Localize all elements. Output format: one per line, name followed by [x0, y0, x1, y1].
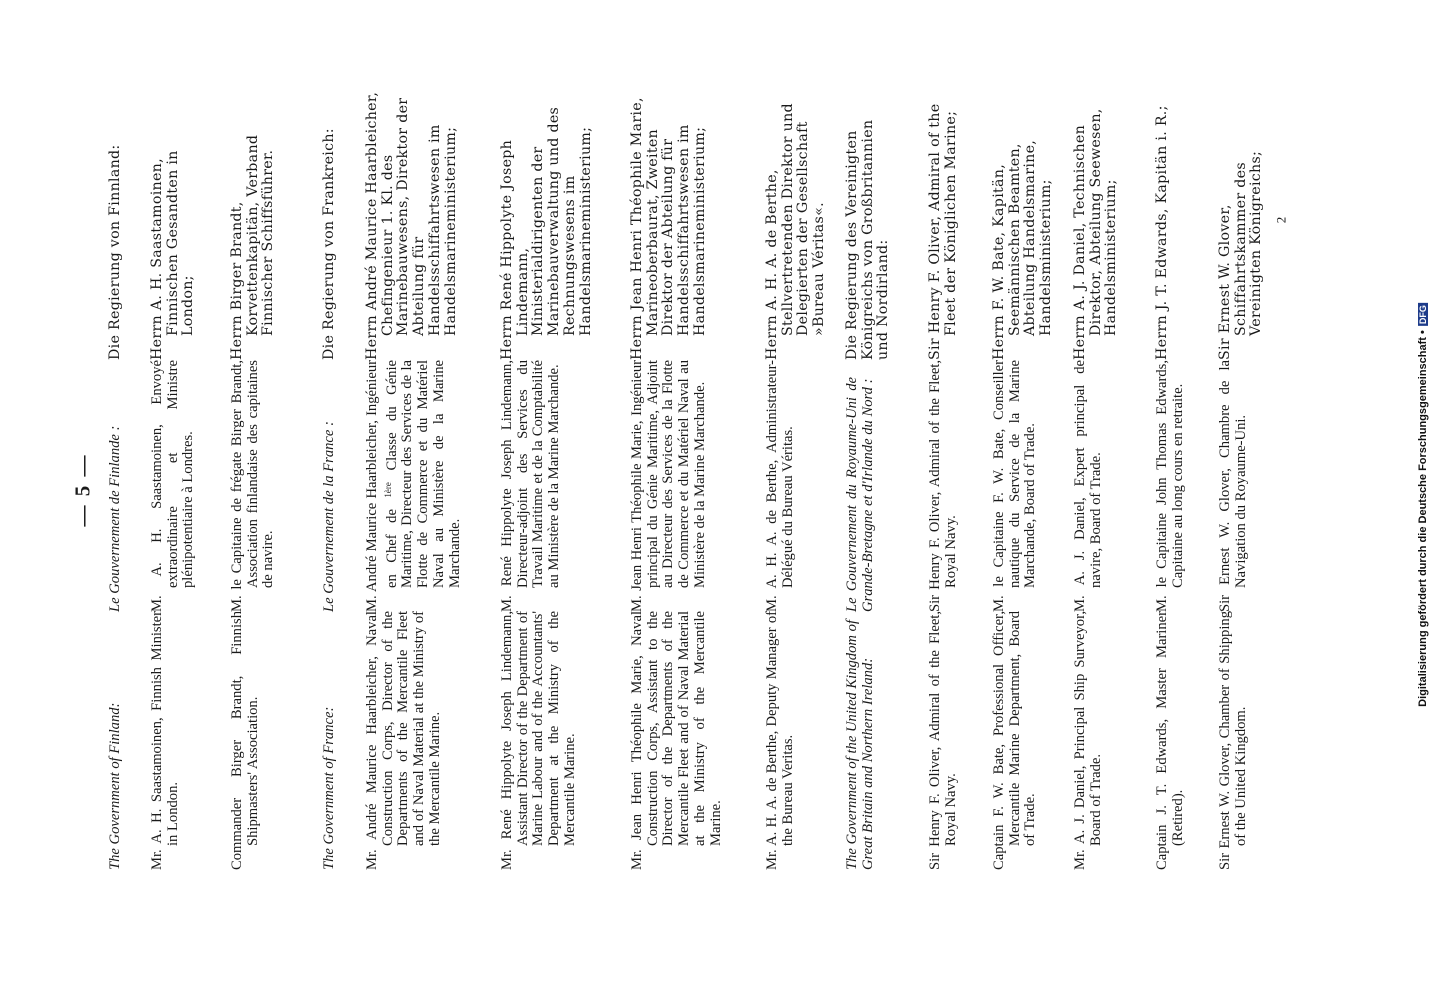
- en-finland-1-text: Mr. A. H. Saastamoinen, Finnish Minister in London.: [149, 611, 181, 870]
- fr-uk-1-text: Sir Henry F. Oliver, Admiral of the Fleet, Royal Navy.: [927, 360, 959, 612]
- de-france-2: [500, 91, 615, 360]
- en-uk-5: [1218, 611, 1278, 870]
- de-uk-1-text: Sir Henry F. Oliver, Admiral of the Fleet der Königlichen Marine;: [927, 103, 959, 360]
- fr-finland-1-text: M. A. H. Saastamoinen, Envoyé extraordinaire et Ministre plénipotentiaire à Londres.: [149, 360, 197, 612]
- fr-uk-3-text: M. A. J. Daniel, Expert principal de navire, Board of Trade.: [1072, 360, 1104, 612]
- en-france-4: [765, 611, 845, 870]
- fr-uk-4: [1155, 360, 1215, 612]
- de-uk-3-text: Herrn A. J. Daniel, Technischen Direktor, Abteilung Seewesen, Handelsministerium;: [1072, 108, 1120, 360]
- digitization-note-text: [1417, 303, 1429, 707]
- en-france-2: [500, 611, 630, 870]
- dfg-logo: DFG: [1418, 305, 1428, 325]
- fr-finland-heading: [108, 377, 130, 612]
- fr-uk-heading-text: Le Gouvernement du Royaume-Uni de Grande-Bretagne et d'Irlande du Nord :: [844, 377, 876, 612]
- en-uk-1-text: Sir Henry F. Oliver, Admiral of the Fleet, Royal Navy.: [927, 611, 959, 870]
- en-france-3-text: Mr. Jean Henri Théophile Marie, Naval Construction Corps, Assistant to the Director of the Departments of the Mercantile Fleet and of Naval Material at the Ministry of the Mercantile Marine.: [629, 611, 724, 870]
- en-uk-4-text: Captain J. T. Edwards, Master Mariner (Retired).: [1154, 611, 1186, 870]
- de-france-3: [630, 91, 745, 360]
- fr-uk-4-text: M. le Capitaine John Thomas Edwards, Capitaine au long cours en retraite.: [1154, 360, 1186, 612]
- fr-france-3-text: M. Jean Henri Théophile Marie, Ingénieur principal du Génie Maritime, Adjoint au Directeur des Services de la Flotte de Commerce et du Matériel Naval au Ministère de la Marine Marchande.: [629, 360, 708, 612]
- fr-france-1-text: [364, 360, 463, 612]
- de-uk-5: [1218, 91, 1278, 360]
- fr-france-1-sup: 1ère: [382, 482, 393, 498]
- de-finland-1: [150, 91, 210, 360]
- de-uk-1: [928, 91, 988, 360]
- de-france-2-text: Herrn René Hippolyte Joseph Lindemann, Ministerialdirigenten der Marinebauverwaltung und des Rechnungswesens im Handelsmarineministerium;: [499, 106, 594, 360]
- de-france-4: [765, 91, 845, 360]
- en-france-heading-text: The Government of France:: [321, 706, 337, 870]
- fr-france-4-text: M. A. H. A. de Berthe, Administrateur-Délégué du Bureau Véritas.: [764, 360, 796, 612]
- fr-finland-2-text: M. le Capitaine de frégate Birger Brandt, Association finlandaise des capitaines de navire.: [229, 360, 277, 612]
- fr-finland-1: [150, 360, 225, 612]
- de-france-heading: [322, 110, 362, 360]
- de-finland-2: [230, 91, 290, 360]
- fr-france-3: [630, 360, 760, 612]
- digitization-note: [1417, 305, 1429, 707]
- de-finland-1-text: Herrn A. H. Saastamoinen, Finnischen Gesandten in London;: [149, 150, 197, 360]
- en-uk-heading-text: The Government of the United Kingdom of Great Britain and Northern Ireland:: [844, 620, 876, 870]
- de-finland-heading: [108, 110, 148, 360]
- en-uk-3-text: Mr. A. J. Daniel, Principal Ship Surveyor, Board of Trade.: [1072, 611, 1104, 870]
- digitization-note-label: Digitalisierung gefördert durch die Deutsche Forschungsgemeinschaft •: [1417, 330, 1429, 707]
- fr-uk-2-text: M. le Capitaine F. W. Bate, Conseiller nautique du Service de la Marine Marchande, Board of Trade.: [991, 360, 1039, 612]
- de-uk-heading-text: Die Regierung des Vereinigten Königreichs von Großbritannien und Nordirland:: [844, 119, 892, 360]
- fr-uk-5-text: Sir Ernest W. Glover, Chambre de la Navigation du Royaume-Uni.: [1217, 360, 1249, 612]
- en-france-3: [630, 611, 760, 870]
- de-france-1: [365, 91, 480, 360]
- en-france-4-text: Mr. A. H. A. de Berthe, Deputy Manager of the Bureau Veritas.: [764, 611, 796, 870]
- en-uk-heading: [845, 620, 905, 870]
- fr-france-1-post: Classe du Génie Maritime, Directeur des Services de la Flotte de Commerce et du Matériel Naval au Ministère de la Marine Marchande.: [383, 360, 463, 588]
- en-finland-heading: [108, 655, 130, 870]
- fr-finland-heading-text: Le Gouvernement de Finlande :: [107, 425, 123, 612]
- en-uk-1: [928, 611, 973, 870]
- de-uk-2: [992, 91, 1067, 360]
- fr-france-heading-text: Le Gouvernement de la France :: [321, 421, 337, 612]
- fr-uk-1: [928, 360, 973, 612]
- en-finland-heading-text: The Government of Finland:: [107, 702, 123, 870]
- en-france-1: [365, 611, 495, 870]
- fr-uk-2: [992, 360, 1067, 612]
- en-uk-3: [1073, 611, 1118, 870]
- fr-uk-5: [1218, 360, 1278, 612]
- en-uk-2-text: Captain F. W. Bate, Professional Officer, Mercantile Marine Department, Board of Trade.: [991, 611, 1039, 870]
- en-finland-1: [150, 611, 190, 870]
- de-finland-2-text: Herrn Birger Brandt, Korvettenkapitän, Verband Finnischer Schiffsführer.: [229, 134, 277, 360]
- de-uk-heading: [845, 110, 920, 360]
- fr-france-heading: [322, 377, 344, 612]
- de-finland-heading-text: Die Regierung von Finnland:: [107, 144, 123, 360]
- page-number-text: — 5 —: [70, 453, 95, 527]
- en-uk-2: [992, 611, 1067, 870]
- de-uk-2-text: Herrn F. W. Bate, Kapitän, Seemännischen Beamten, Abteilung Handelsmarine, Handelsministerium;: [991, 139, 1055, 360]
- fr-france-2: [500, 360, 615, 612]
- en-france-2-text: Mr. René Hippolyte Joseph Lindemann, Assistant Director of the Department of Marine Labour and of the Accountants' Department at the Ministry of the Mercantile Marine.: [499, 611, 578, 870]
- de-france-4-text: Herrn A. H. A. de Berthe, Stellvertretenden Direktor und Delegierten der Gesellschaft »Bureau Véritas«.: [764, 103, 828, 360]
- fr-france-1-pre: M. André Maurice Haarbleicher, Ingénieur en Chef de: [364, 360, 400, 612]
- fr-france-1: [365, 360, 500, 612]
- de-france-heading-text: Die Regierung von Frankreich:: [321, 128, 337, 360]
- de-uk-4: [1155, 91, 1200, 360]
- fr-uk-heading: [845, 377, 905, 612]
- fr-france-2-text: M. René Hippolyte Joseph Lindemann, Directeur-adjoint des Services du Travail Maritime et de la Comptabilité au Ministère de la Marine Marchande.: [499, 360, 563, 612]
- en-finland-2: [230, 611, 290, 870]
- fr-uk-3: [1073, 360, 1133, 612]
- de-uk-5-text: Sir Ernest W. Glover, Schiffahrtskammer des Vereinigten Königreichs;: [1217, 150, 1265, 360]
- de-uk-4-text: Herrn J. T. Edwards, Kapitän i. R.;: [1154, 105, 1170, 360]
- fr-france-4: [765, 360, 825, 612]
- en-finland-2-text: Commander Birger Brandt, Finnish Shipmasters' Association.: [229, 611, 261, 870]
- signature-number: 2: [1273, 216, 1289, 224]
- en-uk-5-text: Sir Ernest W. Glover, Chamber of Shipping of the United Kingdom.: [1217, 611, 1249, 870]
- de-france-3-text: Herrn Jean Henri Théophile Marie, Marineoberbaurat, Zweiten Direktor der Abteilung für Handelsschiffahrtswesen im Handelsmarineministerium;: [629, 97, 708, 360]
- en-uk-4: [1155, 611, 1200, 870]
- en-france-heading: [322, 650, 344, 870]
- fr-finland-2: [230, 360, 305, 612]
- de-france-1-text: Herrn André Maurice Haarbleicher, Chefingenieur 1. Kl. des Marinebauwesens, Direktor der Abteilung für Handelsschiffahrtswesen im Handelsmarineministerium;: [364, 91, 459, 360]
- de-uk-3: [1073, 91, 1148, 360]
- en-france-1-text: Mr. André Maurice Haarbleicher, Naval Construction Corps, Director of the Departments of the Mercantile Fleet and of Naval Material at the Ministry of the Mercantile Marine.: [364, 611, 443, 870]
